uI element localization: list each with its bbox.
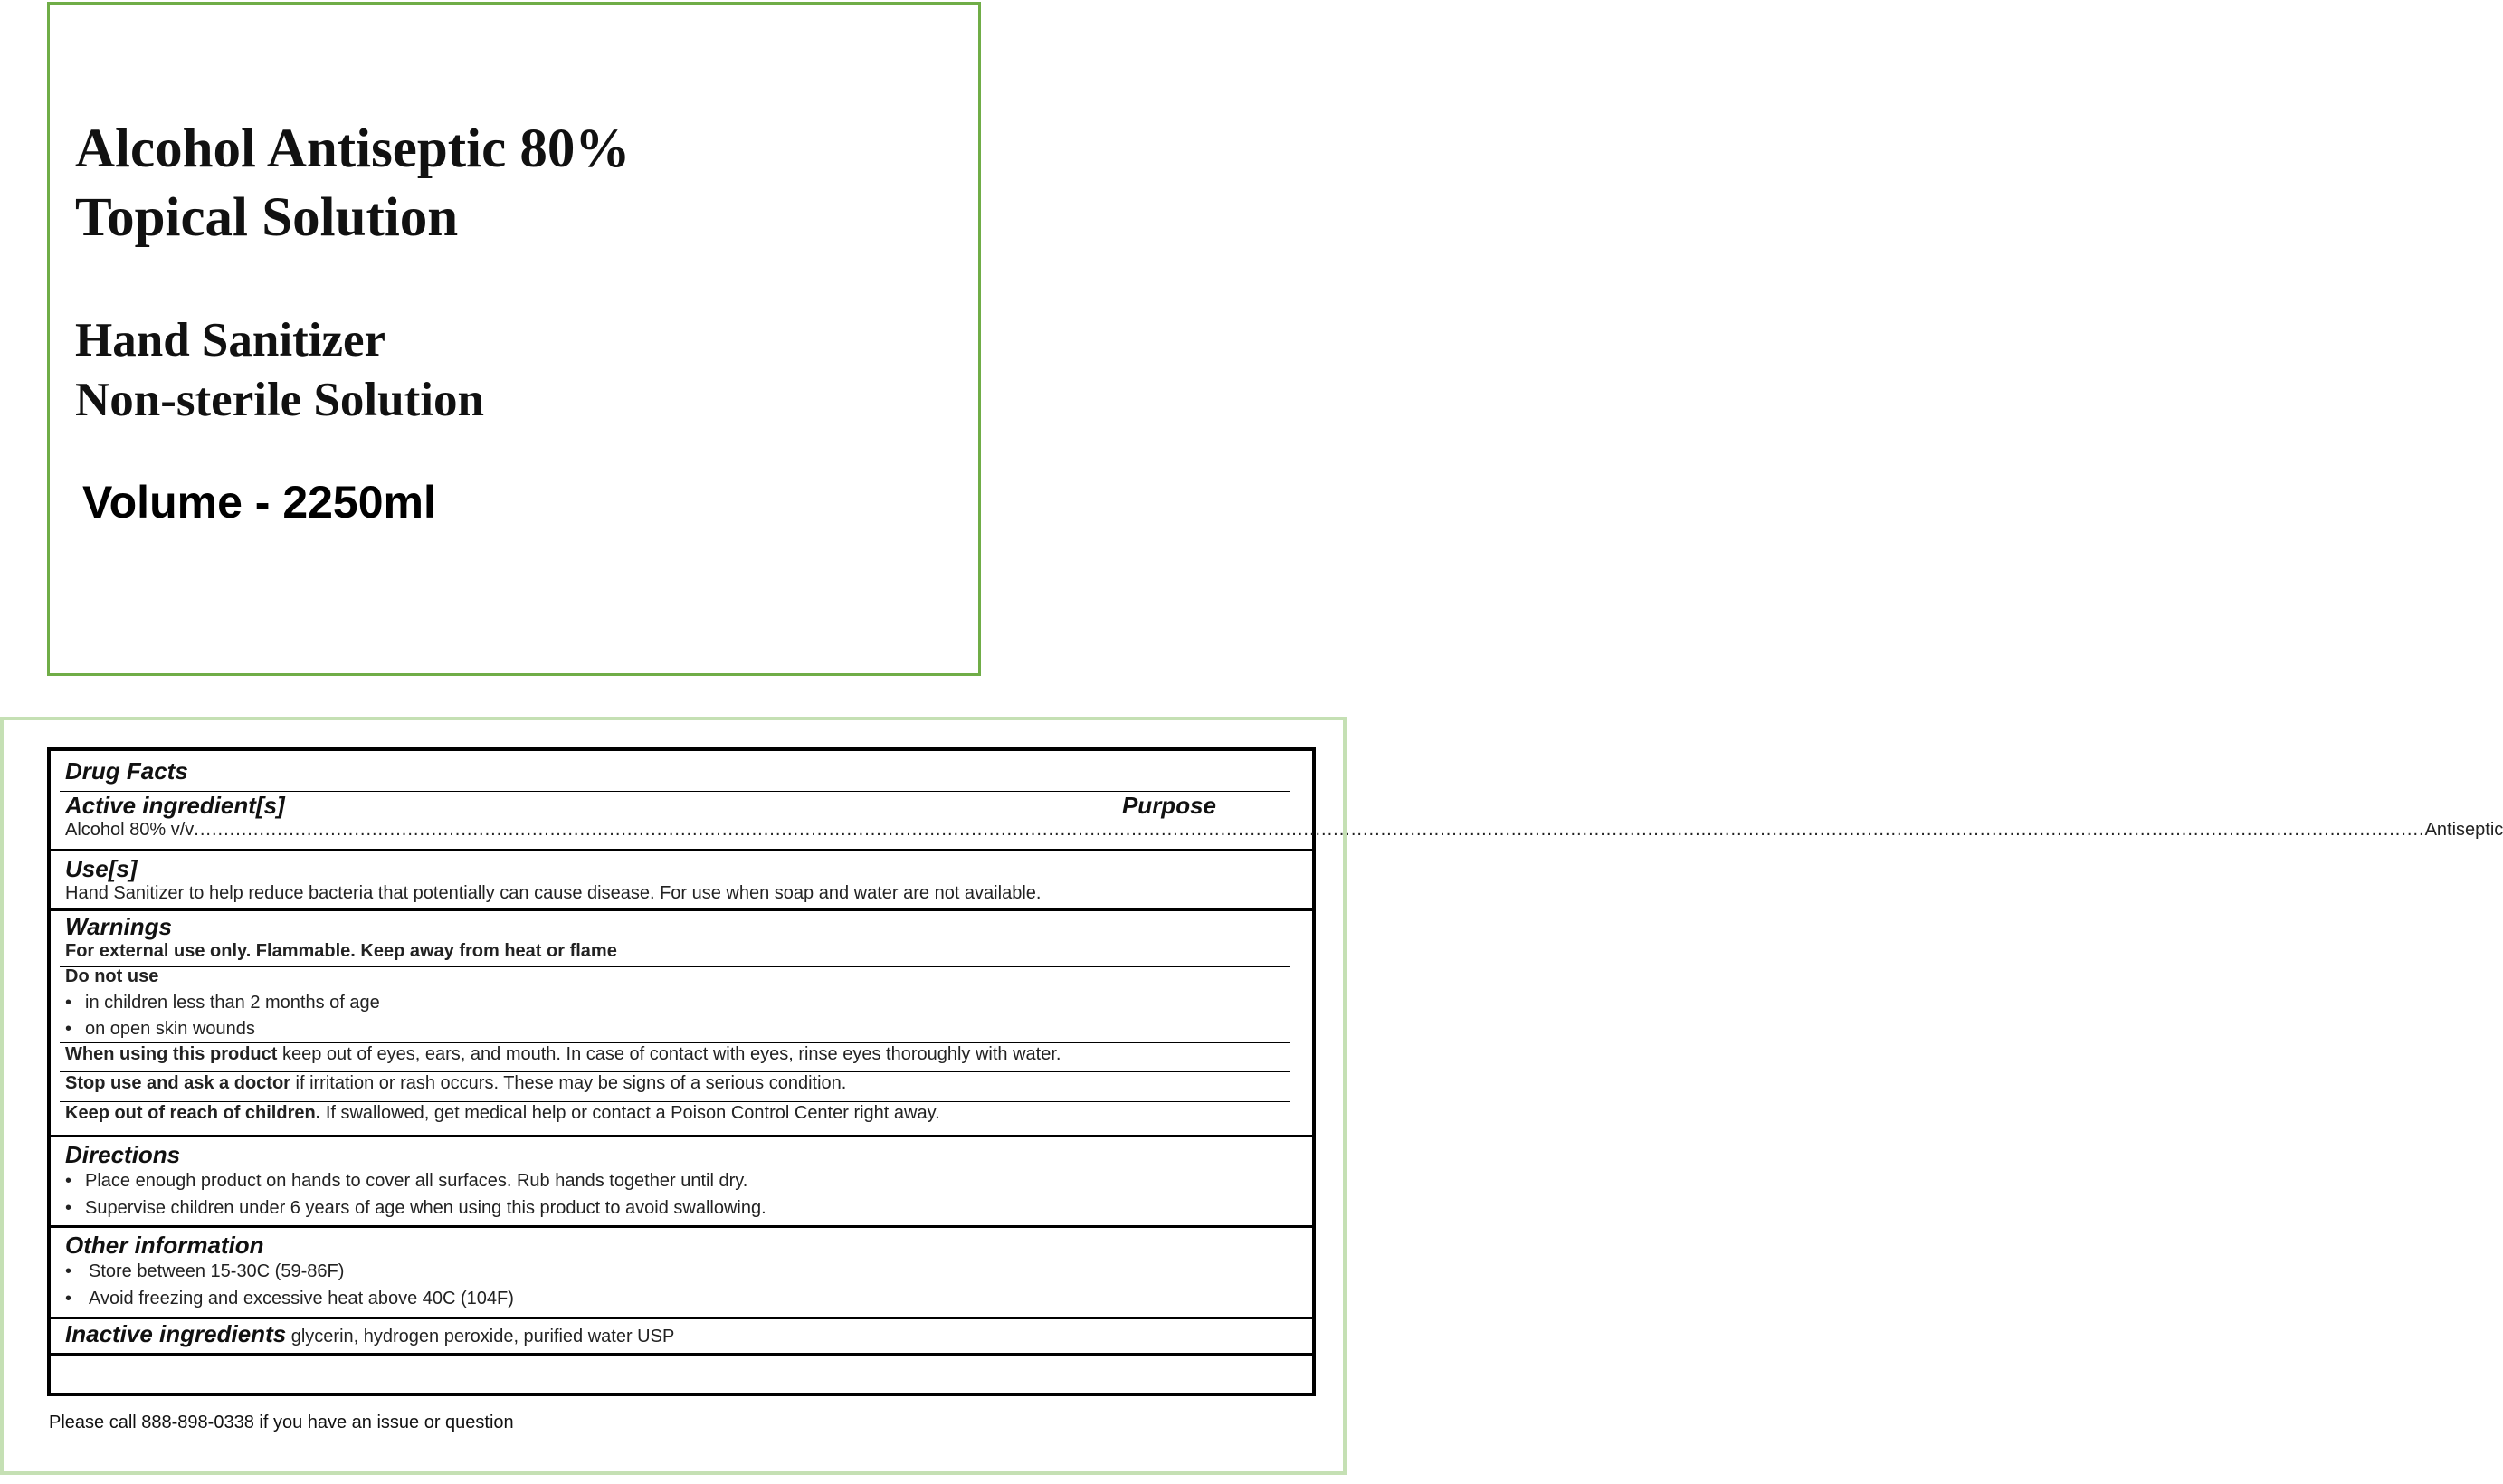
do-not-use-item (65, 1015, 1298, 1042)
active-ingredient-row (65, 816, 2503, 843)
section-divider (51, 1225, 1312, 1228)
section-divider (51, 908, 1312, 911)
directions-item (65, 1167, 1298, 1194)
other-info-item-text: Store between 15-30C (59-86F) (89, 1261, 345, 1281)
bullet-icon: • (65, 1289, 72, 1308)
contact-note: Please call 888-898-0338 if you have an issue or question (49, 1413, 514, 1432)
keep-out-warning (65, 1099, 1298, 1127)
uses-text: Hand Sanitizer to help reduce bacteria that potentially can cause disease. For use when soap and water are not available. (65, 883, 1042, 903)
warnings-heading: Warnings (65, 913, 172, 940)
bullet-icon: • (65, 1198, 72, 1218)
bullet-icon: • (65, 1019, 72, 1039)
dot-leader: ........................................................................................................................................................................................................................................................................................................................................................................................ (194, 820, 2425, 840)
active-ingredients-heading: Active ingredient[s] (65, 792, 285, 819)
directions-heading: Directions (65, 1141, 181, 1168)
bullet-icon: • (65, 1171, 72, 1191)
bullet-icon: • (65, 1261, 72, 1281)
stop-use-label: Stop use and ask a doctor (65, 1073, 290, 1093)
purpose-heading: Purpose (1121, 792, 1216, 819)
product-subtitle-line2: Non-sterile Solution (75, 374, 484, 426)
section-divider (51, 1135, 1312, 1137)
stop-use-text: if irritation or rash occurs. These may be signs of a serious condition. (290, 1073, 847, 1093)
when-using-text: keep out of eyes, ears, and mouth. In case of contact with eyes, rinse eyes thoroughly with water. (277, 1044, 1061, 1064)
warnings-external: For external use only. Flammable. Keep away from heat or flame (65, 941, 617, 961)
do-not-use-item-text: in children less than 2 months of age (85, 993, 380, 1013)
keep-out-label: Keep out of reach of children. (65, 1103, 321, 1123)
inactive-ingredients (65, 1319, 1298, 1350)
product-subtitle-line1: Hand Sanitizer (75, 314, 386, 366)
stop-use-warning (65, 1070, 1298, 1097)
product-title-line2: Topical Solution (75, 187, 459, 248)
do-not-use-item-text: on open skin wounds (85, 1019, 255, 1039)
directions-item (65, 1194, 1298, 1222)
other-info-item (65, 1258, 1298, 1285)
when-using-label: When using this product (65, 1044, 278, 1064)
section-divider (51, 1353, 1312, 1356)
product-label (47, 2, 981, 676)
other-info-item (65, 1285, 1298, 1312)
inactive-ingredients-heading: Inactive ingredients (65, 1320, 287, 1347)
other-info-heading: Other information (65, 1232, 264, 1259)
drug-facts-panel (0, 717, 2503, 1475)
keep-out-text: If swallowed, get medical help or contact a Poison Control Center right away. (320, 1103, 940, 1123)
product-title (75, 115, 630, 252)
section-divider (51, 849, 1312, 851)
drug-facts-table (47, 747, 2503, 1396)
directions-item-text: Place enough product on hands to cover all surfaces. Rub hands together until dry. (85, 1171, 748, 1191)
when-using-warning (65, 1041, 1298, 1068)
directions-item-text: Supervise children under 6 years of age when using this product to avoid swallowing. (85, 1198, 766, 1218)
active-ingredient-purpose: Antiseptic (2424, 820, 2503, 840)
drug-facts-heading: Drug Facts (65, 757, 188, 785)
product-volume: Volume - 2250ml (82, 477, 436, 528)
active-ingredient-name: Alcohol 80% v/v (65, 820, 195, 840)
product-subtitle (75, 310, 484, 430)
bullet-icon: • (65, 993, 72, 1013)
product-title-line1: Alcohol Antiseptic 80% (75, 119, 631, 179)
do-not-use-item (65, 989, 1298, 1016)
other-info-item-text: Avoid freezing and excessive heat above 40C (104F) (89, 1289, 514, 1308)
uses-heading: Use[s] (65, 855, 138, 882)
inactive-ingredients-text: glycerin, hydrogen peroxide, purified water USP (286, 1327, 675, 1346)
do-not-use-heading: Do not use (65, 966, 159, 986)
